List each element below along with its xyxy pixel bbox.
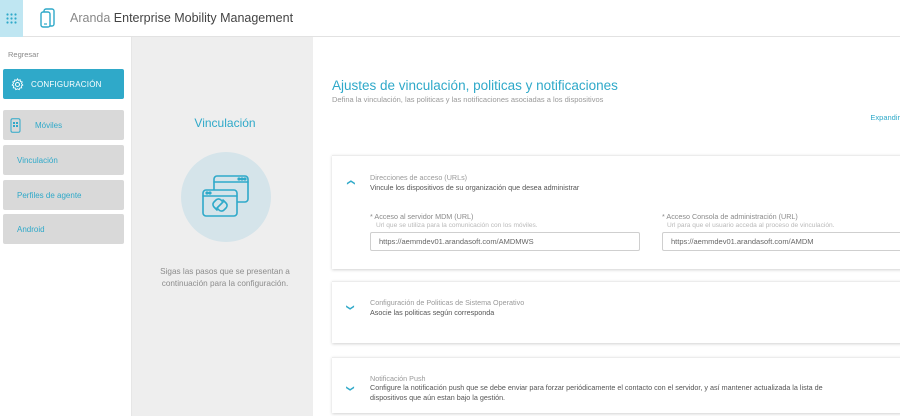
brand-name: Aranda [70, 11, 111, 25]
link-window-icon [200, 174, 252, 220]
field-label: * Acceso Consola de administración (URL) [662, 212, 798, 221]
sidebar-item-label: CONFIGURACIÓN [31, 79, 102, 89]
mobile-icon [10, 117, 23, 133]
info-illustration [181, 152, 271, 242]
sidebar-item-android[interactable] [3, 214, 124, 244]
gear-icon [11, 76, 24, 92]
expand-all-link[interactable]: Expandir [870, 113, 900, 122]
apps-grid-icon [6, 13, 17, 24]
section-title: Configuración de Politicas de Sistema Operativo [370, 298, 525, 307]
section-push-notification [332, 357, 900, 413]
section-description: Configure la notificación push que se debe enviar para forzar periódicamente el contacto con el servidor, y así mantener actualizada la lista de dispositivos que aún estan bajo la gestión. [370, 383, 823, 402]
product-name: Enterprise Mobility Management [113, 11, 294, 25]
field-hint: Url para que el usuario acceda al proceso de vinculación. [667, 222, 835, 229]
field-hint: Url que se utiliza para la comunicación con los móviles. [376, 222, 538, 229]
sidebar-item-label: Móviles [35, 120, 63, 130]
mobile-device-logo-icon [40, 8, 56, 28]
sidebar-item-label: Android [17, 224, 45, 234]
sidebar-item-configuracion[interactable] [3, 69, 124, 99]
chevron-up-icon[interactable]: ❯ [345, 179, 355, 186]
info-panel [137, 37, 313, 416]
chevron-down-icon[interactable]: ❯ [345, 304, 355, 311]
sidebar-item-moviles[interactable] [3, 110, 124, 140]
section-title: Direcciones de acceso (URLs) [370, 173, 468, 182]
back-link[interactable]: Regresar [8, 50, 39, 59]
info-title: Vinculación [194, 116, 256, 130]
section-description: Asocie las politicas según corresponda [370, 308, 495, 317]
top-bar [0, 0, 900, 37]
section-os-policies [332, 281, 900, 343]
section-title: Notificación Push [370, 374, 426, 383]
field-label: * Acceso al servidor MDM (URL) [370, 212, 474, 221]
app-title [70, 11, 293, 25]
mdm-server-url-input[interactable]: https://aemmdev01.arandasoft.com/AMDMWS [370, 232, 640, 251]
sidebar [0, 37, 132, 416]
page-title: Ajustes de vinculación, politicas y notificaciones [332, 78, 618, 93]
admin-console-url-input[interactable]: https://aemmdev01.arandasoft.com/AMDM [662, 232, 900, 251]
apps-menu-button[interactable] [0, 0, 23, 37]
sidebar-item-perfiles-de-agente[interactable] [3, 180, 124, 210]
sidebar-item-vinculacion[interactable] [3, 145, 124, 175]
section-access-urls [332, 155, 900, 269]
main-content [313, 37, 900, 416]
sidebar-item-label: Vinculación [17, 155, 58, 165]
info-description: Sigas las pasos que se presentan a continuación para la configuración. [160, 267, 290, 288]
chevron-down-icon[interactable]: ❯ [345, 385, 355, 392]
sidebar-item-label: Perfiles de agente [17, 190, 82, 200]
page-subtitle: Defina la vinculación, las politicas y las notificaciones asociadas a los dispositivos [332, 95, 604, 104]
section-description: Vincule los dispositivos de su organización que desea administrar [370, 183, 580, 192]
